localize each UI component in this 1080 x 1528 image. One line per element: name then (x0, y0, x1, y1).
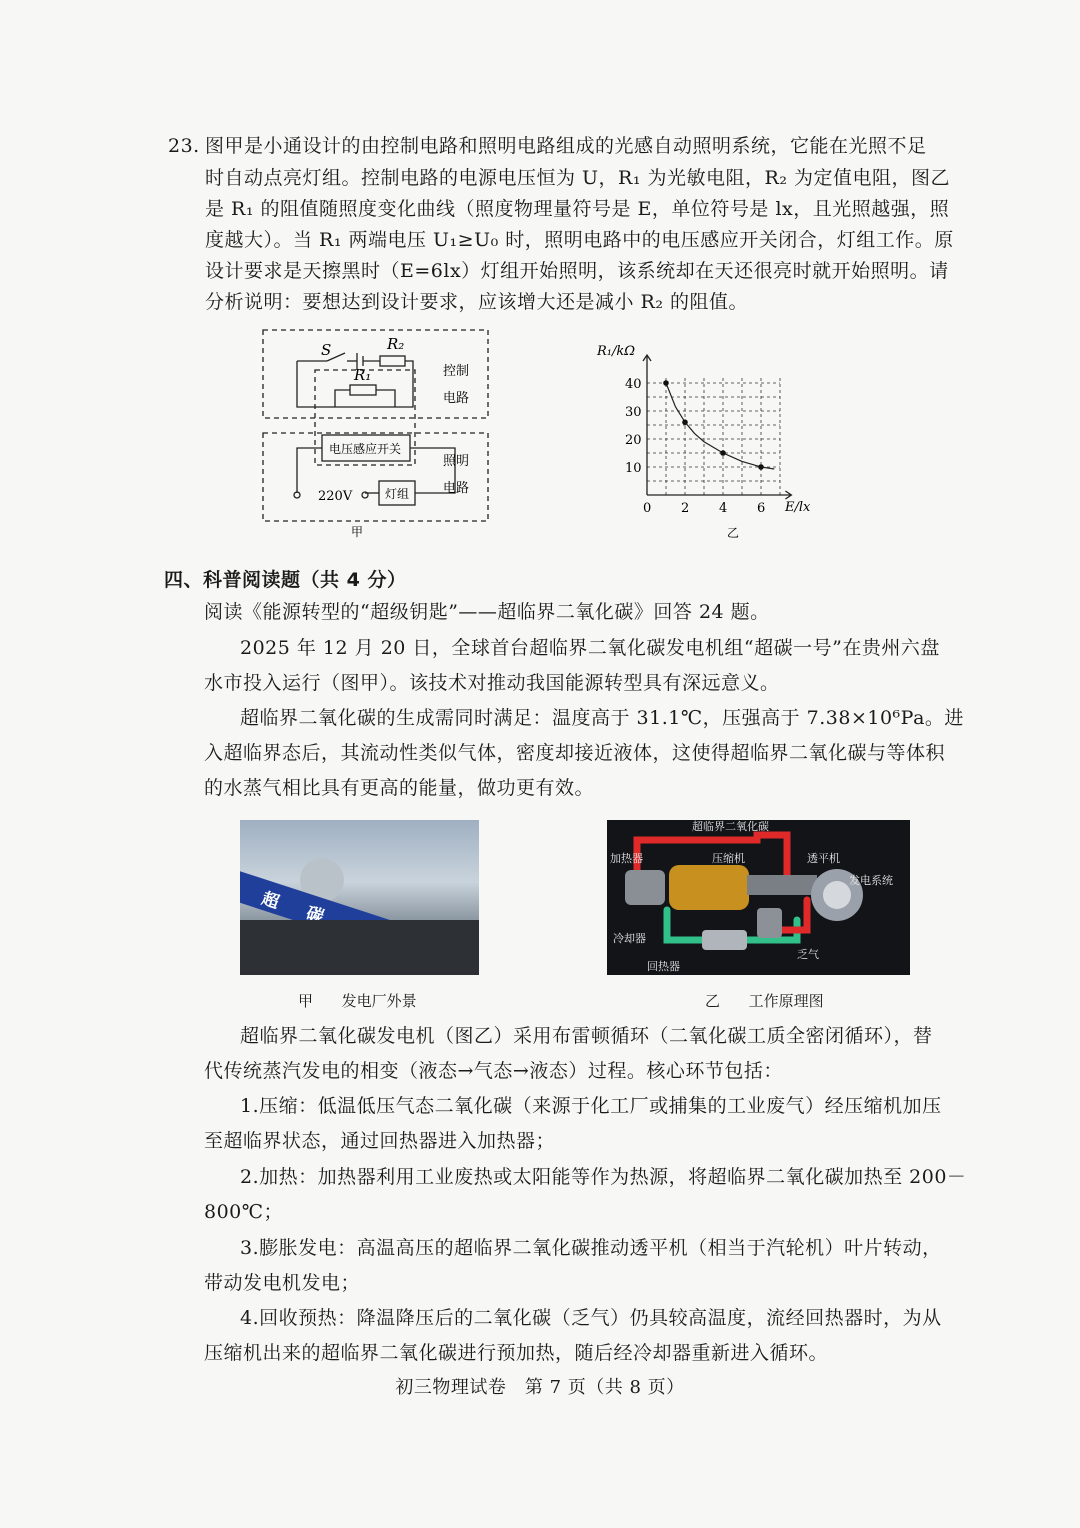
sensor-switch-label: 电压感应开关 (329, 442, 402, 456)
data-point (720, 450, 726, 456)
circuit-diagram (255, 325, 500, 550)
p2-line-1: 超临界二氧化碳的生成需同时满足：温度高于 31.1℃，压强高于 7.38×10⁶Pa。进 (240, 707, 964, 729)
r2-label: R₂ (387, 335, 405, 353)
data-point (682, 419, 688, 425)
diagram-caption: 甲 (351, 525, 364, 539)
x-axis (647, 491, 791, 499)
lamp-label: 灯组 (385, 487, 410, 501)
data-point (663, 380, 669, 386)
y-tick-label: 40 (625, 377, 642, 392)
y-tick-label: 30 (625, 405, 642, 420)
q23-line-5: 设计要求是天擦黑时（E=6lx）灯组开始照明，该系统却在天还很亮时就开始照明。请 (205, 260, 949, 282)
p1-line-1: 2025 年 12 月 20 日，全球首台超临界二氧化碳发电机组“超碳一号”在贵州六盘 (240, 637, 940, 659)
s2-line-1: 2.加热：加热器利用工业废热或太阳能等作为热源，将超临界二氧化碳加热至 200－ (240, 1166, 967, 1188)
p1-line-2: 水市投入运行（图甲）。该技术对推动我国能源转型具有深远意义。 (204, 672, 780, 694)
s4-line-1: 4.回收预热：降温降压后的二氧化碳（乏气）仍具较高温度，流经回热器时，为从 (240, 1307, 942, 1329)
lighting-label-1: 照明 (443, 454, 470, 469)
label-turbine: 透平机 (807, 852, 840, 865)
y-tick-label: 10 (625, 461, 642, 476)
photo1-caption: 甲 发电厂外景 (298, 992, 417, 1010)
x-axis-label: E/lx (785, 500, 811, 515)
voltage-label: 220V (318, 489, 353, 504)
s3-line-2: 带动发电机发电； (204, 1272, 361, 1294)
working-principle-diagram (607, 820, 910, 975)
s1-line-1: 1.压缩：低温低压气态二氧化碳（来源于化工厂或捕集的工业废气）经压缩机加压 (240, 1095, 942, 1117)
q23-line-2: 时自动点亮灯组。控制电路的电源电压恒为 U，R₁ 为光敏电阻，R₂ 为定值电阻，图乙 (205, 167, 950, 189)
label-generator: 发电系统 (849, 874, 893, 887)
y-axis-label: R₁/kΩ (597, 344, 636, 359)
x-tick-label: 2 (681, 501, 690, 516)
ground-structures (240, 920, 479, 975)
p2-line-3: 的水蒸气相比具有更高的能量，做功更有效。 (204, 777, 595, 799)
label-heater: 加热器 (610, 852, 643, 865)
p3-line-2: 代传统蒸汽发电的相变（液态→气态→液态）过程。核心环节包括： (204, 1060, 783, 1082)
power-plant-photo (240, 820, 479, 975)
q23-line-1: 图甲是小通设计的由控制电路和照明电路组成的光感自动照明系统，它能在光照不足 (205, 135, 927, 157)
page-footer: 初三物理试卷 第 7 页（共 8 页） (395, 1377, 685, 1398)
label-top: 超临界二氧化碳 (692, 820, 769, 833)
label-recuperator: 回热器 (647, 960, 680, 973)
p3-line-1: 超临界二氧化碳发电机（图乙）采用布雷顿循环（二氧化碳工质全密闭循环），替 (240, 1025, 933, 1047)
switch-label: S (321, 341, 332, 359)
control-label-2: 电路 (443, 391, 470, 406)
label-cooler: 冷却器 (613, 932, 646, 945)
reading-intro: 阅读《能源转型的“超级钥匙”——超临界二氧化碳》回答 24 题。 (204, 601, 770, 623)
photo2-caption: 乙 工作原理图 (705, 992, 824, 1010)
q23-line-4: 度越大）。当 R₁ 两端电压 U₁≥U₀ 时，照明电路中的电压感应开关闭合，灯组工作。原 (205, 229, 954, 251)
chart-caption: 乙 (727, 526, 740, 540)
section-title: 四、科普阅读题（共 4 分） (164, 569, 407, 591)
s4-line-2: 压缩机出来的超临界二氧化碳进行预加热，随后经冷却器重新进入循环。 (204, 1342, 829, 1364)
chart-grid (647, 377, 780, 495)
s1-line-2: 至超临界状态，通过回热器进入加热器； (204, 1130, 556, 1152)
s3-line-1: 3.膨胀发电：高温高压的超临界二氧化碳推动透平机（相当于汽轮机）叶片转动， (240, 1237, 942, 1259)
label-exhaust: 乏气 (797, 948, 819, 961)
chart-curve (666, 383, 774, 469)
chart-axes (643, 355, 791, 499)
p2-line-2: 入超临界态后，其流动性类似气体，密度却接近液体，这使得超临界二氧化碳与等体积 (204, 742, 946, 764)
r1-illuminance-chart (585, 335, 825, 545)
lighting-label-2: 电路 (443, 481, 470, 496)
x-tick-label: 6 (757, 501, 766, 516)
question-number: 23. (168, 135, 200, 157)
q23-line-6: 分析说明：要想达到设计要求，应该增大还是减小 R₂ 的阻值。 (205, 291, 749, 313)
x-tick-label: 4 (719, 501, 728, 516)
label-compressor: 压缩机 (712, 852, 745, 865)
q23-line-3: 是 R₁ 的阻值随照度变化曲线（照度物理量符号是 E，单位符号是 lx，且光照越强，照 (205, 198, 950, 220)
data-point (758, 464, 764, 470)
r1-label: R₁ (354, 366, 372, 384)
s2-line-2: 800℃； (204, 1201, 284, 1223)
control-label-1: 控制 (443, 364, 470, 379)
x-tick-label: 0 (643, 501, 652, 516)
y-tick-label: 20 (625, 433, 642, 448)
